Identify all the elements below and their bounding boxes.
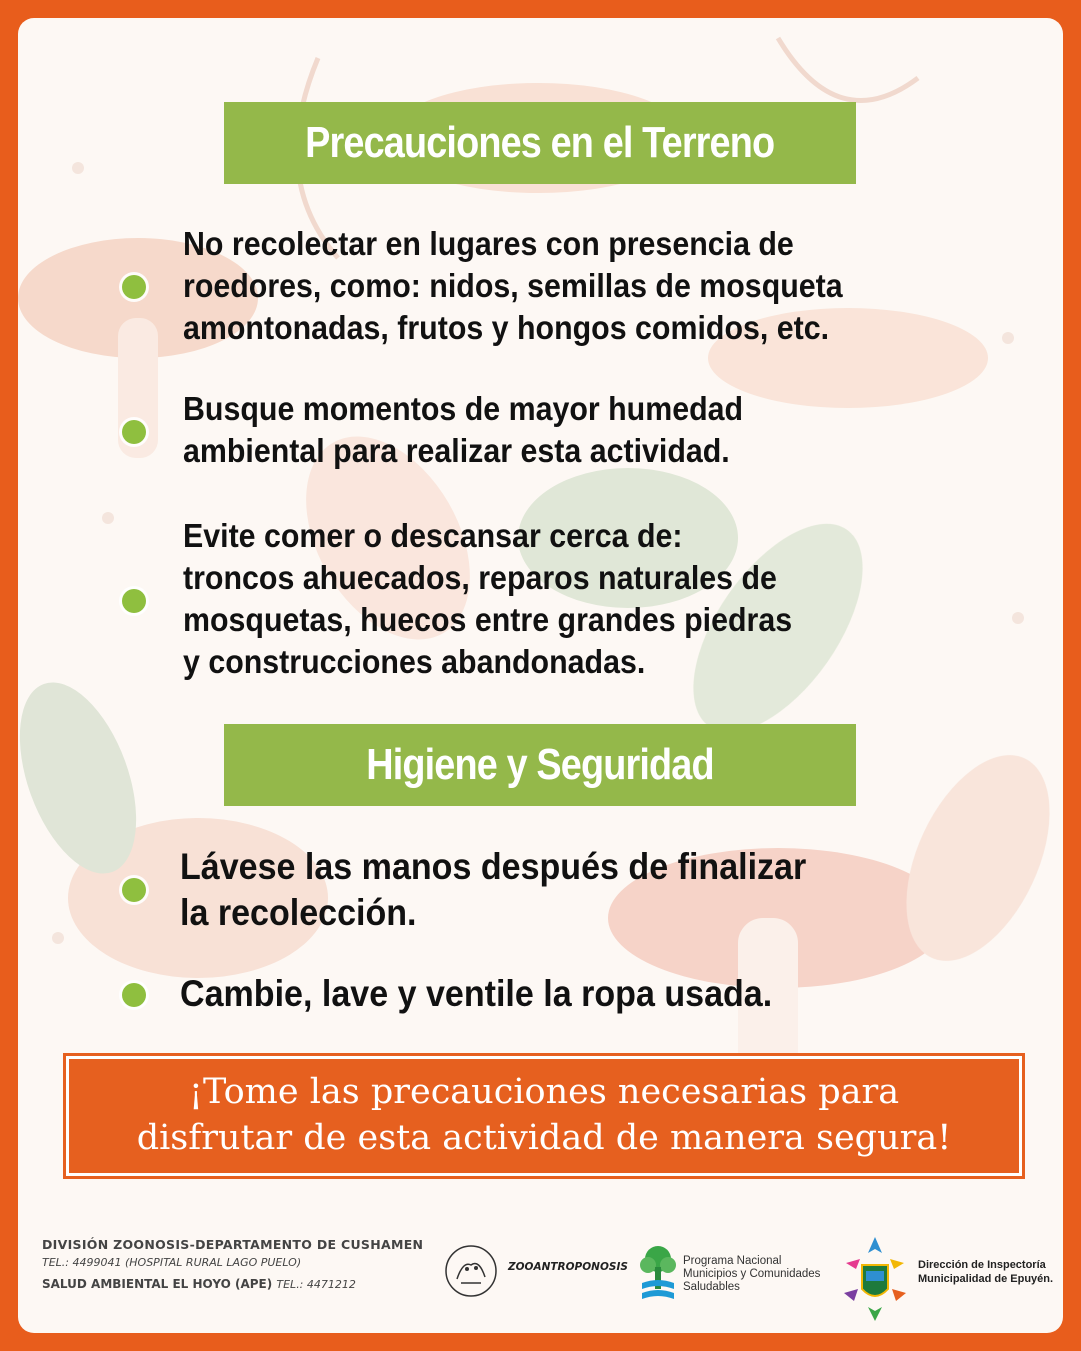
programa-nacional-logo-icon: [636, 1243, 680, 1303]
poster: [18, 18, 1063, 1333]
section-heading-precauciones: [224, 102, 856, 184]
zooantroponosis-logo-icon: [443, 1243, 499, 1299]
item-text-line: la recolección.: [180, 892, 417, 933]
bullet-icon: [122, 983, 146, 1007]
item-text-line: Busque momentos de mayor humedad: [183, 390, 744, 427]
phone-hospital: TEL.: 4499041 (HOSPITAL RURAL LAGO PUELO): [42, 1256, 302, 1269]
item-text-line: ambiental para realizar esta actividad.: [183, 432, 730, 469]
zooantroponosis-label: ZOOANTROPONOSIS: [508, 1261, 628, 1273]
bullet-icon: [122, 420, 146, 444]
item-text-line: Lávese las manos después de finalizar: [180, 846, 807, 887]
section-heading-higiene: [224, 724, 856, 806]
item-text-line: mosquetas, huecos entre grandes piedras: [183, 601, 793, 638]
item-text-line: y construcciones abandonadas.: [183, 643, 646, 680]
section-heading-label: Higiene y Seguridad: [366, 740, 714, 789]
epuyen-line: Dirección de Inspectoría: [918, 1259, 1046, 1271]
programa-line: Municipios y Comunidades: [683, 1268, 821, 1280]
item-text-line: roedores, como: nidos, semillas de mosqueta: [183, 267, 843, 304]
bullet-icon: [122, 589, 146, 613]
epuyen-emblem-icon: [836, 1233, 914, 1325]
bullet-icon: [122, 878, 146, 902]
item-text-line: Evite comer o descansar cerca de:: [183, 517, 683, 554]
call-to-action-box: [66, 1056, 1022, 1176]
programa-nacional-label: [683, 1255, 820, 1294]
footer: [18, 1213, 1063, 1323]
footer-contact: [42, 1237, 423, 1291]
bullet-icon: [122, 275, 146, 299]
phone-salud: TEL.: 4471212: [276, 1278, 356, 1291]
item-text-line: Cambie, lave y ventile la ropa usada.: [180, 973, 773, 1014]
epuyen-line: Municipalidad de Epuyén.: [918, 1273, 1054, 1285]
salud-name: SALUD AMBIENTAL EL HOYO (APE): [42, 1277, 273, 1291]
list-item: [180, 844, 1000, 936]
epuyen-label: [918, 1258, 1053, 1286]
programa-line: Programa Nacional: [683, 1255, 782, 1267]
list-item: [183, 515, 983, 683]
programa-line: Saludables: [683, 1281, 740, 1293]
list-item: [180, 971, 1000, 1017]
item-text-line: No recolectar en lugares con presencia de: [183, 225, 794, 262]
section-heading-label: Precauciones en el Terreno: [305, 118, 775, 167]
salud-ambiental: [42, 1277, 423, 1291]
item-text-line: amontonadas, frutos y hongos comidos, etc.: [183, 309, 830, 346]
cta-text-line: ¡Tome las precauciones necesarias para: [188, 1072, 900, 1112]
division-name: DIVISIÓN ZOONOSIS-DEPARTAMENTO DE CUSHAMEN: [42, 1237, 424, 1252]
list-item: [183, 388, 983, 472]
cta-text-line: disfrutar de esta actividad de manera segura!: [136, 1118, 952, 1158]
list-item: [183, 223, 1023, 349]
item-text-line: troncos ahuecados, reparos naturales de: [183, 559, 777, 596]
